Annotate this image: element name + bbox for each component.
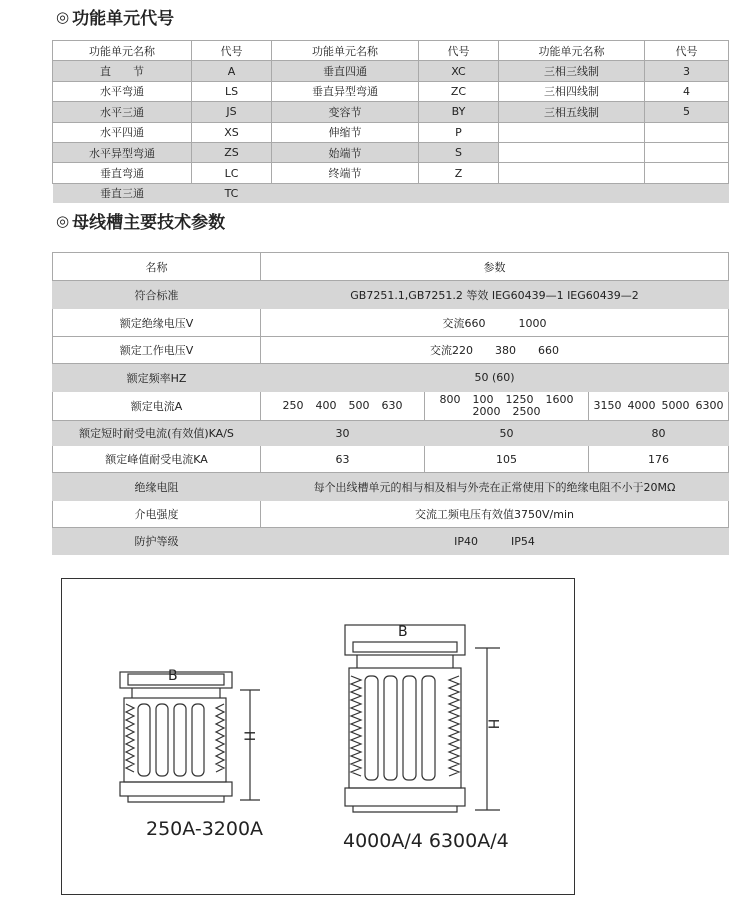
section-title-specs bbox=[56, 208, 225, 233]
table-row bbox=[53, 421, 729, 446]
table-cell: TC bbox=[192, 183, 272, 203]
header-cell: 名称 bbox=[53, 253, 261, 281]
current-value: 2000 bbox=[472, 405, 501, 418]
table-cell: ZS bbox=[192, 142, 272, 162]
table-row bbox=[53, 61, 729, 81]
row-value: 63 bbox=[261, 446, 425, 473]
table-cell: 3 bbox=[645, 61, 729, 81]
diagram-caption-left: 250A-3200A bbox=[146, 818, 264, 840]
table-cell bbox=[499, 183, 645, 203]
table-cell bbox=[419, 183, 499, 203]
table-cell: 三相三线制 bbox=[499, 61, 645, 81]
row-label: 介电强度 bbox=[53, 501, 261, 528]
table-cell: 水平异型弯通 bbox=[53, 142, 192, 162]
table-cell: 始端节 bbox=[272, 142, 419, 162]
table-cell bbox=[645, 142, 729, 162]
table-cell bbox=[645, 122, 729, 142]
section-mark-icon: ◎ bbox=[56, 211, 70, 230]
table-cell: 4 bbox=[645, 81, 729, 101]
row-value: 176 bbox=[589, 446, 729, 473]
table-row bbox=[53, 392, 729, 421]
table-cell: JS bbox=[192, 102, 272, 122]
current-group-2 bbox=[425, 392, 589, 421]
table-row bbox=[53, 501, 729, 528]
current-group-1 bbox=[261, 392, 425, 421]
table-row bbox=[53, 446, 729, 473]
row-value: 每个出线槽单元的相与相及相与外壳在正常使用下的绝缘电阻不小于20MΩ bbox=[261, 473, 729, 501]
table-cell: ZC bbox=[419, 81, 499, 101]
current-value: 800 bbox=[439, 393, 461, 406]
table-cell bbox=[499, 122, 645, 142]
table-row bbox=[53, 528, 729, 555]
table-cell: LC bbox=[192, 163, 272, 183]
table-cell: 垂直弯通 bbox=[53, 163, 192, 183]
row-label: 额定峰值耐受电流KA bbox=[53, 446, 261, 473]
current-value: 250 bbox=[282, 399, 304, 412]
table-row bbox=[53, 163, 729, 183]
row-value: 交流220 380 660 bbox=[261, 337, 729, 364]
table-cell: 水平三通 bbox=[53, 102, 192, 122]
technical-parameter-table bbox=[52, 252, 729, 555]
row-label: 符合标准 bbox=[53, 281, 261, 309]
table-row bbox=[53, 309, 729, 337]
table-cell: LS bbox=[192, 81, 272, 101]
current-value: 100 bbox=[472, 393, 494, 406]
table-cell: 5 bbox=[645, 102, 729, 122]
table-cell bbox=[272, 183, 419, 203]
table-row bbox=[53, 122, 729, 142]
diagram-label-h-left: H bbox=[240, 730, 257, 742]
row-value: 105 bbox=[425, 446, 589, 473]
diagram-label-b-left: B bbox=[168, 668, 178, 684]
table-cell: P bbox=[419, 122, 499, 142]
diagram-label-h-right: H bbox=[484, 718, 501, 730]
current-value: 1600 bbox=[545, 393, 574, 406]
table-cell: 三相五线制 bbox=[499, 102, 645, 122]
function-unit-code-table bbox=[52, 40, 729, 203]
row-label: 额定工作电压V bbox=[53, 337, 261, 364]
header-cell: 代号 bbox=[419, 41, 499, 61]
table-cell: 变容节 bbox=[272, 102, 419, 122]
table-cell: XS bbox=[192, 122, 272, 142]
current-group-3 bbox=[589, 392, 729, 421]
header-cell: 功能单元名称 bbox=[499, 41, 645, 61]
header-cell: 代号 bbox=[645, 41, 729, 61]
table-row bbox=[53, 364, 729, 392]
table-cell bbox=[499, 142, 645, 162]
row-value: 50 (60) bbox=[261, 364, 729, 392]
table-cell: 水平弯通 bbox=[53, 81, 192, 101]
table-cell: 三相四线制 bbox=[499, 81, 645, 101]
table-row bbox=[53, 281, 729, 309]
table-cell: 水平四通 bbox=[53, 122, 192, 142]
section-title-text: 功能单元代号 bbox=[72, 9, 175, 29]
table-cell: 终端节 bbox=[272, 163, 419, 183]
table-cell: 直 节 bbox=[53, 61, 192, 81]
current-value: 1250 bbox=[505, 393, 534, 406]
table-row bbox=[53, 473, 729, 501]
row-value: 80 bbox=[589, 421, 729, 446]
table-cell bbox=[645, 183, 729, 203]
row-label: 额定短时耐受电流(有效值)KA/S bbox=[53, 421, 261, 446]
current-value: 400 bbox=[315, 399, 337, 412]
row-value: 30 bbox=[261, 421, 425, 446]
table-cell: 垂直四通 bbox=[272, 61, 419, 81]
row-label: 额定电流A bbox=[53, 392, 261, 421]
diagram-caption-right: 4000A/4 6300A/4 bbox=[343, 830, 509, 852]
table-cell: 垂直三通 bbox=[53, 183, 192, 203]
row-value: GB7251.1,GB7251.2 等效 IEG60439—1 IEG60439—2 bbox=[261, 281, 729, 309]
current-value: 6300 bbox=[695, 399, 724, 412]
current-value: 2500 bbox=[512, 405, 541, 418]
table-row bbox=[53, 337, 729, 364]
current-value: 5000 bbox=[661, 399, 690, 412]
current-value: 4000 bbox=[627, 399, 656, 412]
row-label: 绝缘电阻 bbox=[53, 473, 261, 501]
table-row bbox=[53, 142, 729, 162]
current-value: 500 bbox=[348, 399, 370, 412]
table-row bbox=[53, 183, 729, 203]
header-cell: 参数 bbox=[261, 253, 729, 281]
table-cell: A bbox=[192, 61, 272, 81]
diagram-label-b-right: B bbox=[398, 624, 408, 640]
row-value: 交流660 1000 bbox=[261, 309, 729, 337]
table-row bbox=[53, 81, 729, 101]
table-row bbox=[53, 102, 729, 122]
row-label: 额定频率HZ bbox=[53, 364, 261, 392]
row-value: 50 bbox=[425, 421, 589, 446]
current-value: 3150 bbox=[593, 399, 622, 412]
table-header-row bbox=[53, 41, 729, 61]
table-cell: 伸缩节 bbox=[272, 122, 419, 142]
header-cell: 代号 bbox=[192, 41, 272, 61]
table-cell: BY bbox=[419, 102, 499, 122]
table-cell: S bbox=[419, 142, 499, 162]
row-value: IP40 IP54 bbox=[261, 528, 729, 555]
table-cell: Z bbox=[419, 163, 499, 183]
section-mark-icon: ◎ bbox=[56, 7, 70, 26]
current-value: 630 bbox=[381, 399, 403, 412]
table-header-row bbox=[53, 253, 729, 281]
row-label: 防护等级 bbox=[53, 528, 261, 555]
table-cell: XC bbox=[419, 61, 499, 81]
table-cell bbox=[499, 163, 645, 183]
section-title-codes bbox=[56, 4, 174, 29]
section-title-text: 母线槽主要技术参数 bbox=[72, 213, 226, 233]
row-label: 额定绝缘电压V bbox=[53, 309, 261, 337]
header-cell: 功能单元名称 bbox=[272, 41, 419, 61]
table-cell: 垂直异型弯通 bbox=[272, 81, 419, 101]
row-value: 交流工频电压有效值3750V/min bbox=[261, 501, 729, 528]
table-cell bbox=[645, 163, 729, 183]
header-cell: 功能单元名称 bbox=[53, 41, 192, 61]
